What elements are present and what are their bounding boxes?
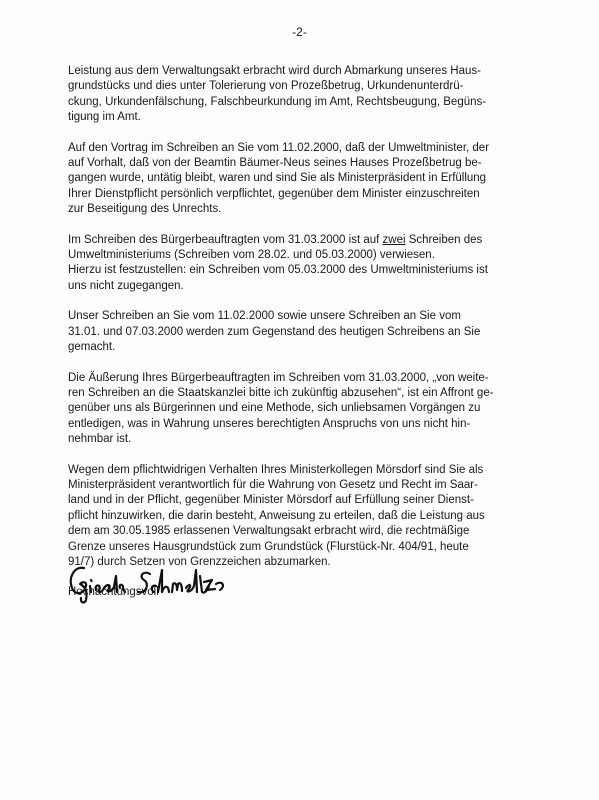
text-line: Auf den Vortrag im Schreiben an Sie vom 11.02.2000, daß der Umweltminister, der [68,141,490,154]
paragraph-1 [68,64,533,126]
text-segment: Schreiben des [405,233,483,246]
text-line: Unser Schreiben an Sie vom 11.02.2000 sowie unsere Schreiben an Sie vom [68,310,461,323]
text-line: Leistung aus dem Verwaltungsakt erbracht wird durch Abmarkung unseres Haus- [68,65,481,77]
handwritten-signature [66,556,246,606]
text-line: Ministerpräsident verantwortlich für die Wahrung von Gesetz und Recht im Saar- [68,478,478,491]
text-line: Ihrer Dienstpflicht persönlich verpflichtet, gegenüber dem Minister einzuschreiten [68,187,480,200]
text-line: grundstücks und dies unter Tolerierung von Prozeßbetrug, Urkundenunterdrü- [68,80,464,93]
page-number: -2- [292,25,307,39]
text-line: dem am 30.05.1985 erlassenen Verwaltungsakt erbracht wird, die rechtmäßige [68,525,470,538]
text-line: Grenze unseres Hausgrundstück zum Grundstück (Flurstück-Nr. 404/91, heute [68,540,469,553]
text-line: uns nicht zugegangen. [68,279,184,292]
text-line: Umweltministeriums (Schreiben vom 28.02. und 05.03.2000) verwiesen. [68,249,435,262]
text-line: tigung im Amt. [68,111,141,124]
paragraph-3 [68,233,533,295]
text-line: Wegen dem pflichtwidrigen Verhalten Ihres Ministerkollegen Mörsdorf sind Sie als [68,463,484,476]
text-line: pflicht hinzuwirken, die darin besteht, Anweisung zu erteilen, daß die Leistung aus [68,509,485,522]
text-line: ren Schreiben an die Staatskanzlei bitte ich zukünftig abzusehen“, ist ein Affront ge- [68,386,494,399]
paragraph-4 [68,309,533,355]
underlined-word: zwei [382,233,406,246]
text-line: 31.01. und 07.03.2000 werden zum Gegenstand des heutigen Schreibens an Sie [68,325,481,338]
text-line: 91/7) durch Setzen von Grenzzeichen abzumarken. [68,555,331,568]
text-line: gemacht. [68,341,116,354]
text-line [68,233,533,248]
text-line: land und in der Pflicht, gegenüber Minister Mörsdorf auf Erfüllung seiner Dienst- [68,494,474,507]
text-line: auf Vorhalt, daß von der Beamtin Bäumer-Neus seines Hauses Prozeßbetrug be- [68,157,482,170]
text-line: Hierzu ist festzustellen: ein Schreiben vom 05.03.2000 des Umweltministeriums ist [68,264,488,277]
text-line: gangen wurde, untätig bleibt, waren und sind Sie als Ministerpräsident in Erfüllung [68,172,487,185]
text-line: nehmbar ist. [68,433,132,446]
closing-salutation: Hochachtungsvoll [68,586,159,599]
text-line: genüber uns als Bürgerinnen und eine Methode, sich unliebsamen Vorgängen zu [68,402,481,415]
paragraph-5 [68,371,533,448]
text-segment: Im Schreiben des Bürgerbeauftragten vom 31.03.2000 ist auf [68,233,383,246]
paragraph-6 [68,463,533,571]
text-line: Die Äußerung Ihres Bürgerbeauftragten im Schreiben vom 31.03.2000, „von weite- [68,371,489,384]
text-line: entledigen, was in Wahrung unseres berechtigten Anspruchs von uns nicht hin- [68,417,471,430]
text-line: ckung, Urkundenfälschung, Falschbeurkundung im Amt, Rechtsbeugung, Begüns- [68,95,487,108]
paragraph-2 [68,141,533,218]
text-line: zur Beseitigung des Unrechts. [68,203,222,216]
letter-body [68,64,533,600]
